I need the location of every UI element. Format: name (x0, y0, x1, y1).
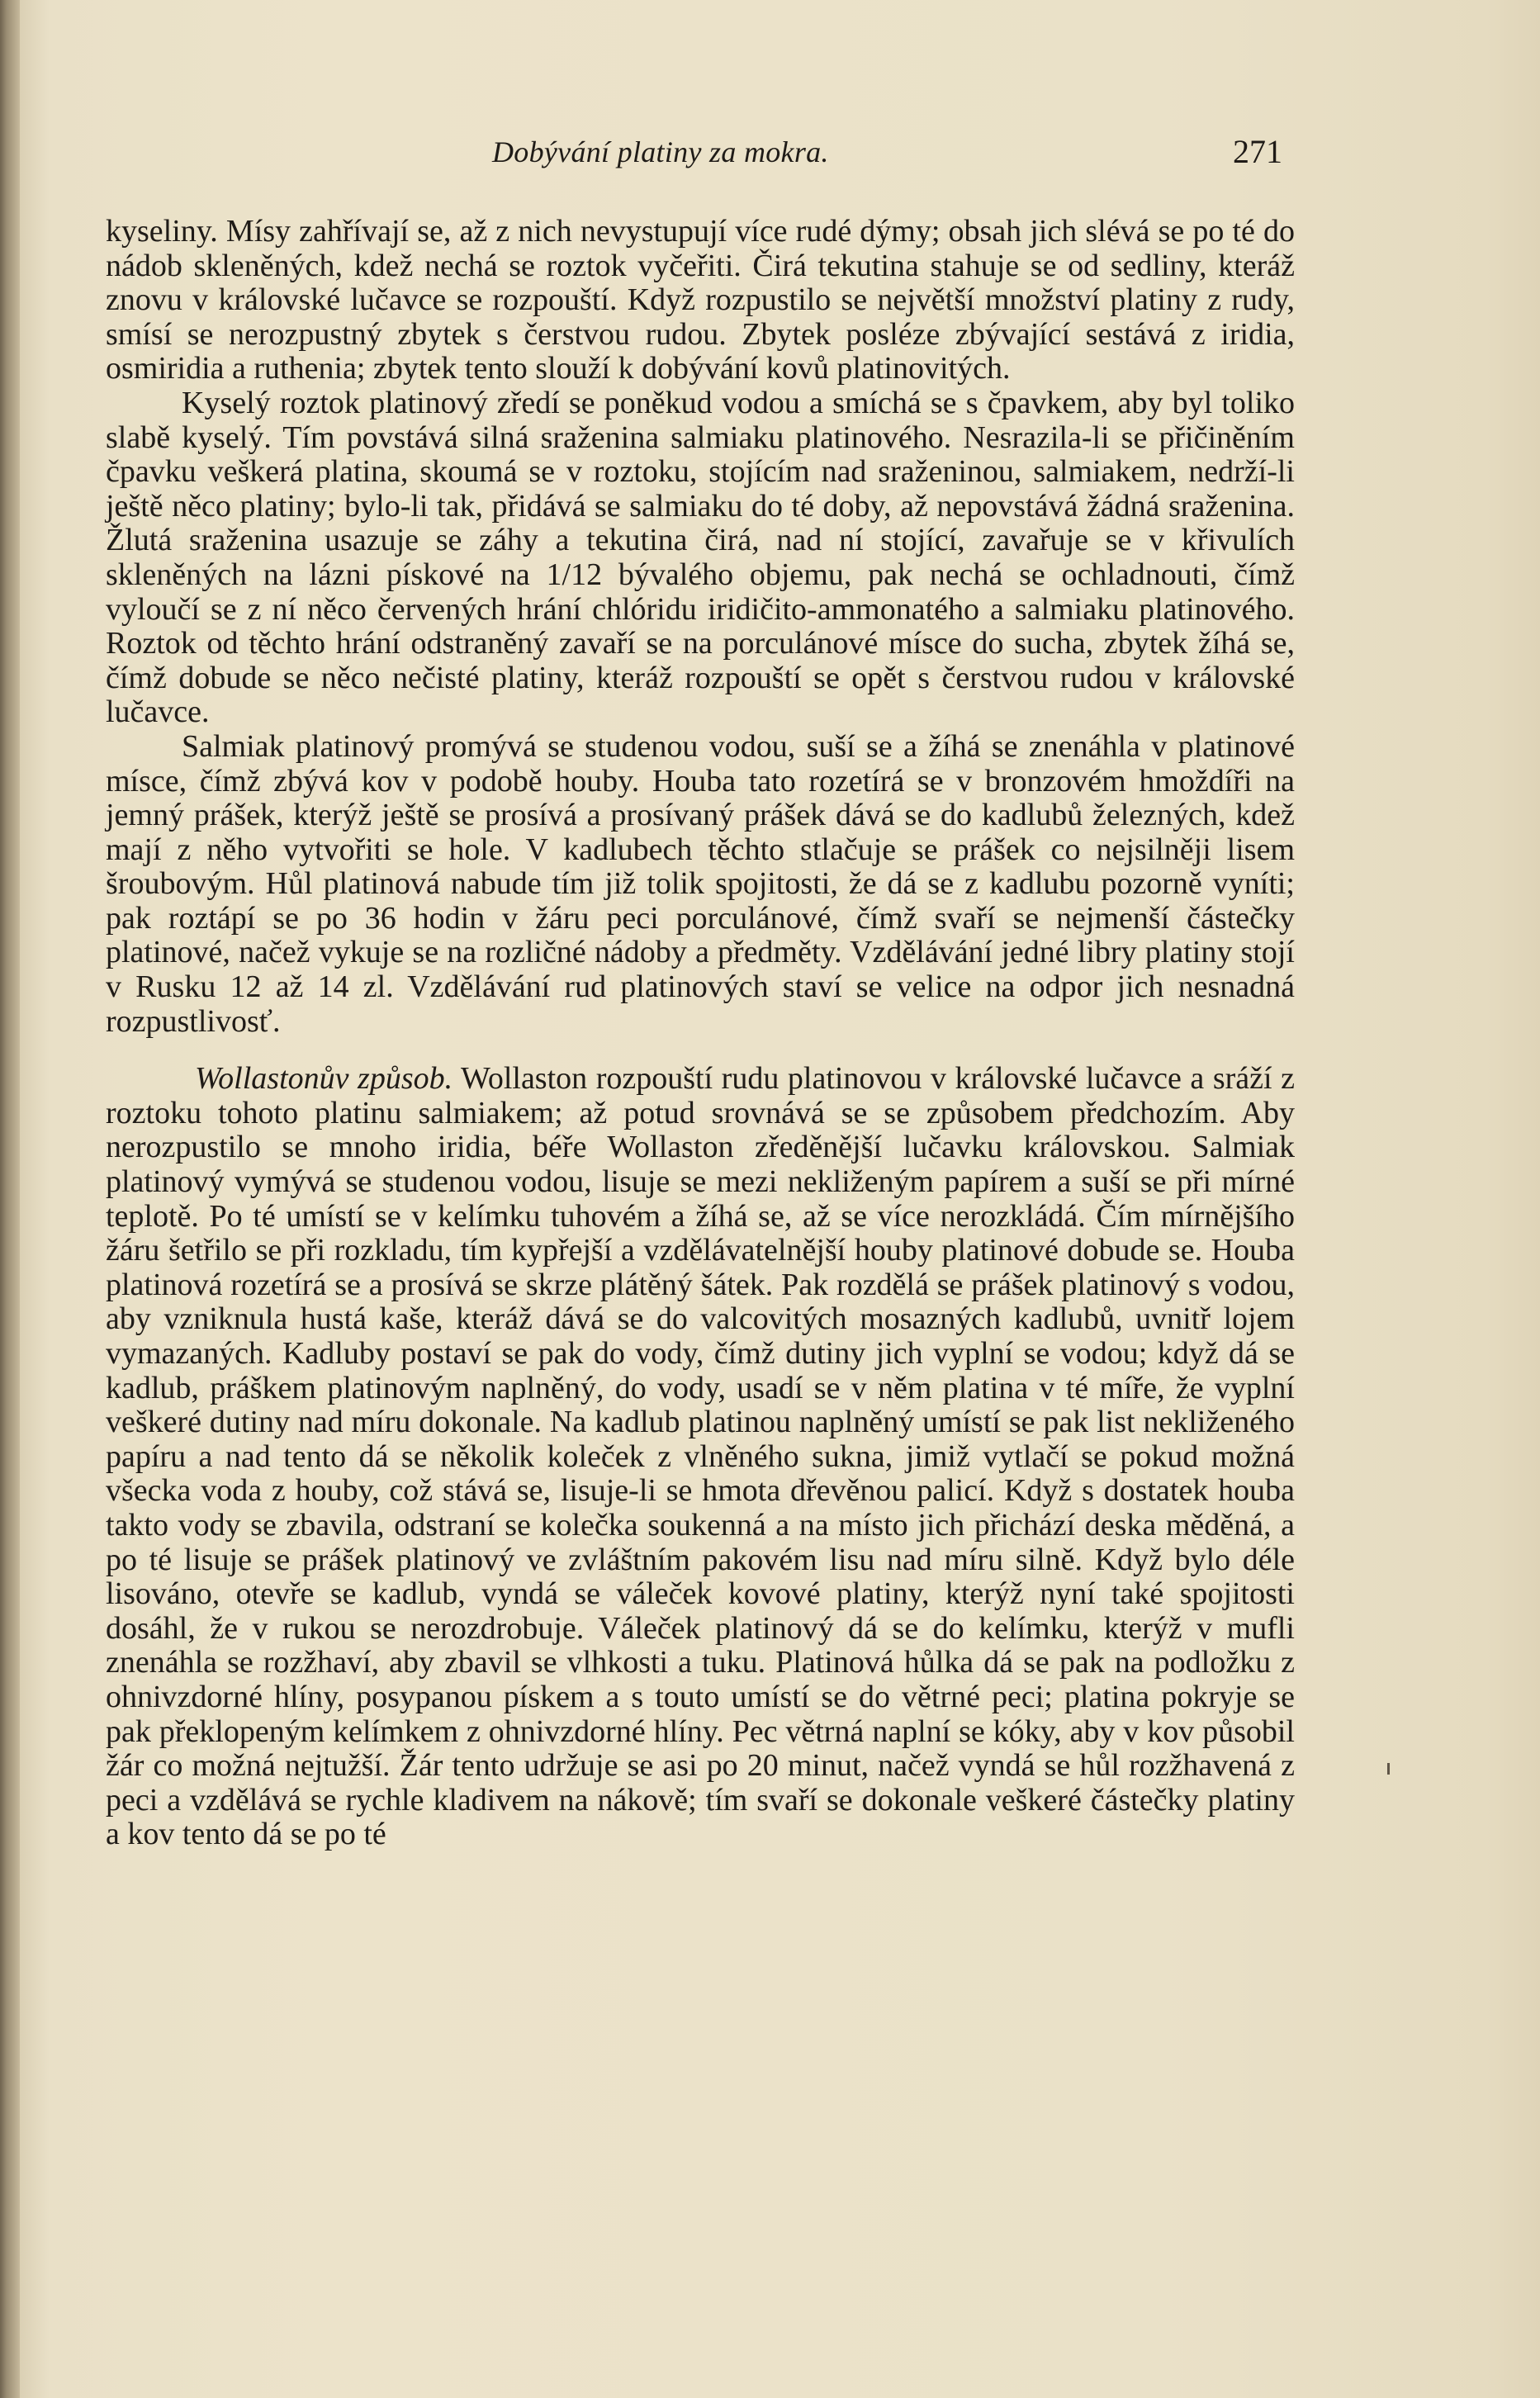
running-title: Dobývání platiny za mokra. (492, 135, 829, 168)
section-lead: Wollastonův způsob. (195, 1061, 453, 1097)
main-text (106, 215, 1295, 1852)
book-spine-shadow (0, 0, 20, 2398)
paragraph-1: kyseliny. Mísy zahřívají se, až z nich nevystupují více rudé dýmy; obsah jich slévá se po té do nádob skleněných, kdež nechá se roztok vyčeřiti. Čirá tekutina stahuje se od sedliny, kteráž znovu v královské lučavce se rozpouští. Když rozpustilo se největší množství platiny z rudy, smísí se nerozpustný zbytek s čerstvou rudou. Zbytek posléze zbývající sestává z iridia, osmiridia a ruthenia; zbytek tento slouží k dobývání kovů platinovitých. (106, 214, 1295, 386)
section-wollaston (106, 1062, 1295, 1852)
section-text: Wollaston rozpouští rudu platinovou v královské lučavce a sráží z roztoku tohoto platinu salmiakem; až potud srovnává se se způsobem předchozím. Aby nerozpustilo se mnoho iridia, béře Wollaston zředěnější lučavku královskou. Salmiak platinový vymývá se studenou vodou, lisuje se mezi nekliženým papírem a suší se při mírné teplotě. Po té umístí se v kelímku tuhovém a žíhá se, až se více nerozkládá. Čím mírnějšího žáru šetřilo se při rozkladu, tím kypřejší a vzdělávatelnější houby platinové dobude se. Houba platinová rozetírá se a prosívá se skrze plátěný šátek. Pak rozdělá se prášek platinový s vodou, aby vzniknula hustá kaše, kteráž dává se do valcovitých mosazných kadlubů, uvnitř lojem vymazaných. Kadluby postaví se pak do vody, čímž dutiny jich vyplní se vodou; když dá se kadlub, práškem platinovým naplněný, do vody, usadí se v něm platina v té míře, že vyplní veškeré dutiny nad míru dokonale. Na kadlub platinou naplněný umístí se pak list nekliženého papíru a nad tento dá se několik koleček z vlněného sukna, jimiž vytlačí se pokud možná všecka voda z houby, což stává se, lisuje-li se hmota dřevěnou palicí. Když s dostatek houba takto vody se zbavila, odstraní se kolečka soukenná a na místo jich přichází deska měděná, a po té lisuje se prášek platinový ve zvláštním pakovém lisu nad míru silně. Když bylo déle lisováno, otevře se kadlub, vyndá se váleček kovové platiny, kterýž nyní také spojitosti dosáhl, že v rukou se nerozdrobuje. Váleček platinový dá se do kelímku, kterýž v mufli znenáhla se rozžhaví, aby zbavil se vlhkosti a tuku. Platinová hůlka dá se pak na podložku z ohnivzdorné hlíny, posypanou pískem a s touto umístí se do větrné peci; platina pokryje se pak překlopeným kelímkem z ohnivzdorné hlíny. Pec větrná naplní se kóky, aby v kov působil žár co možná nejtužší. Žár tento udržuje se asi po 20 minut, načež vyndá se hůl rozžhavená z peci a vzdělává se rychle kladivem na nákově; tím svaří se dokonale veškeré částečky platiny a kov tento dá se po té (106, 1061, 1295, 1852)
page-number: 271 (1233, 133, 1282, 170)
paragraph-3: Salmiak platinový promývá se studenou vodou, suší se a žíhá se znenáhla v platinové mísce, čímž zbývá kov v podobě houby. Houba tato rozetírá se v bronzovém hmoždíři na jemný prášek, kterýž ještě se prosívá a prosívaný prášek dává se do kadlubů železných, kdež mají z něho vytvořiti se hole. V kadlubech těchto stlačuje se prášek co nejsilněji lisem šroubovým. Hůl platinová nabude tím již tolik spojitosti, že dá se z kadlubu pozorně vyníti; pak roztápí se po 36 hodin v žáru peci porculánové, čímž svaří se nejmenší částečky platinové, načež vykuje se na rozličné nádoby a předměty. Vzdělávání jedné libry platiny stojí v Rusku 12 až 14 zl. Vzdělávání rud platinových staví se velice na odpor jich nesnadná rozpustlivosť. (106, 728, 1295, 1039)
margin-mark (1387, 1763, 1390, 1775)
paragraph-2: Kyselý roztok platinový zředí se poněkud vodou a smíchá se s čpavkem, aby byl toliko slabě kyselý. Tím povstává silná sraženina salmiaku platinového. Nesrazila-li se přičiněním čpavku veškerá platina, skoumá se v roztoku, stojícím nad sraženinou, salmiakem, nedrží-li ještě něco platiny; bylo-li tak, přidává se salmiaku do té doby, až nepovstává žádná sraženina. Žlutá sraženina usazuje se záhy a tekutina čirá, nad ní stojící, zavařuje se v křivulích skleněných na lázni pískové na 1/12 bývalého objemu, pak nechá se ochladnouti, čímž vyloučí se z ní něco červených hrání chlóridu iridičito-ammonatého a salmiaku platinového. Roztok od těchto hrání odstraněný zavaří se na porculánové mísce do sucha, zbytek žíhá se, čímž dobude se něco nečisté platiny, kteráž rozpouští se opět s čerstvou rudou v královské lučavce. (106, 385, 1295, 730)
